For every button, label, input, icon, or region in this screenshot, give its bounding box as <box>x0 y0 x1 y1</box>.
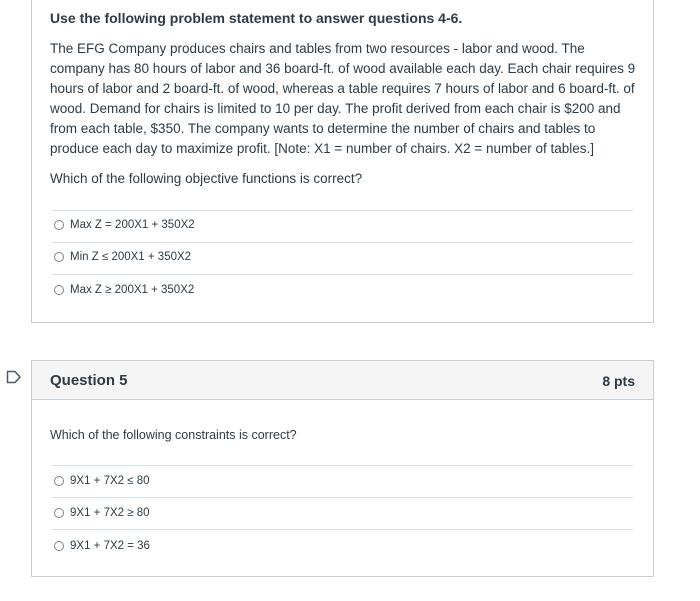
option-divider <box>52 274 633 275</box>
answer-option-label: 9X1 + 7X2 ≥ 80 <box>70 507 150 519</box>
answer-option-label: 9X1 + 7X2 ≤ 80 <box>70 475 150 487</box>
answer-option-3[interactable] <box>54 284 194 296</box>
radio-unselected-icon[interactable] <box>54 541 64 551</box>
flag-outline-icon[interactable] <box>6 370 22 384</box>
radio-unselected-icon[interactable] <box>54 252 64 262</box>
problem-statement-card <box>31 0 654 323</box>
answer-option-label: Min Z ≤ 200X1 + 350X2 <box>70 251 192 263</box>
answer-option-3[interactable] <box>54 540 150 552</box>
question-5-text: Which of the following constraints is correct? <box>50 428 297 442</box>
option-divider <box>52 210 633 211</box>
question-5-card <box>31 360 654 577</box>
answer-option-label: Max Z = 200X1 + 350X2 <box>70 219 195 231</box>
answer-option-1[interactable] <box>54 475 150 487</box>
question-points: 8 pts <box>602 373 635 389</box>
problem-statement: The EFG Company produces chairs and tables from two resources - labor and wood. The company has 80 hours of labor and 36 board-ft. of wood available each day. Each chair requires 9 hours of labor and 2 board-ft. of wood, whereas a table requires 7 hours of labor and 6 board-ft. of wood. Demand for chairs is limited to 10 per day. The profit derived from each chair is $200 and from each table, $350. The company wants to determine the number of chairs and tables to produce each day to maximize profit. [Note: X1 = number of chairs. X2 = number of tables.] <box>50 41 636 156</box>
radio-unselected-icon[interactable] <box>54 476 64 486</box>
question-4-text: Which of the following objective functions is correct? <box>50 171 363 186</box>
radio-unselected-icon[interactable] <box>54 220 64 230</box>
question-title: Question 5 <box>50 372 128 389</box>
radio-unselected-icon[interactable] <box>54 508 64 518</box>
radio-unselected-icon[interactable] <box>54 285 64 295</box>
question-header <box>32 361 653 400</box>
answer-option-label: 9X1 + 7X2 = 36 <box>70 540 150 552</box>
answer-option-2[interactable] <box>54 251 191 263</box>
option-divider <box>52 465 633 466</box>
problem-heading: Use the following problem statement to answer questions 4-6. <box>50 10 463 26</box>
answer-option-2[interactable] <box>54 507 150 519</box>
option-divider <box>52 529 633 530</box>
answer-option-1[interactable] <box>54 219 195 231</box>
answer-option-label: Max Z ≥ 200X1 + 350X2 <box>70 284 195 296</box>
option-divider <box>52 242 633 243</box>
option-divider <box>52 497 633 498</box>
